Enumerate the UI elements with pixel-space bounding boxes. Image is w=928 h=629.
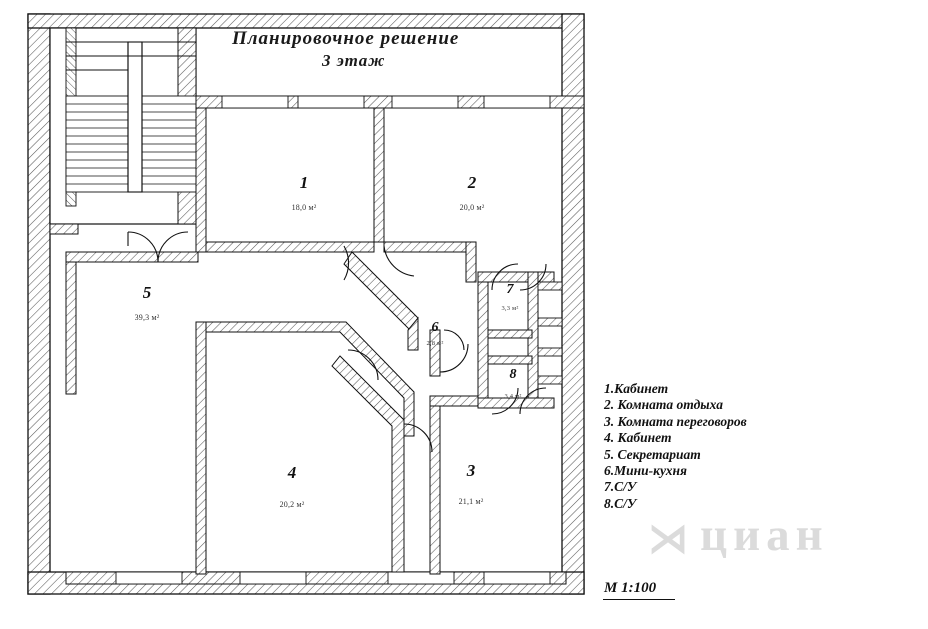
room-number-4: 4 — [287, 463, 297, 482]
room-area-7: 3,3 м² — [501, 305, 519, 312]
legend-item-4: 4. Кабинет — [604, 430, 672, 446]
watermark — [648, 508, 829, 562]
legend-item-8: 8.С/У — [604, 495, 637, 511]
scale-underline — [603, 599, 675, 600]
room-number-6: 6 — [431, 320, 439, 335]
room-number-7: 7 — [506, 282, 514, 297]
room-area-2: 20,0 м² — [459, 203, 485, 212]
page-title-line1: Планировочное решение — [232, 28, 460, 49]
page-title-line2: 3 этаж — [322, 51, 386, 70]
room-number-8: 8 — [509, 367, 517, 382]
watermark-mark-icon: ⋊ — [648, 516, 694, 561]
scale-label: М 1:100 — [604, 580, 657, 596]
room-area-8: 3,4 м² — [504, 393, 522, 400]
legend-item-5: 5. Секретариат — [604, 446, 701, 462]
legend-item-6: 6.Мини-кухня — [604, 463, 687, 479]
room-number-5: 5 — [142, 283, 152, 302]
room-number-3: 3 — [466, 461, 476, 480]
legend-item-7: 7.С/У — [604, 479, 637, 495]
room-number-2: 2 — [467, 173, 477, 192]
room-area-3: 21,1 м² — [458, 497, 484, 506]
room-area-4: 20,2 м² — [279, 500, 305, 509]
room-area-5: 39,3 м² — [134, 313, 160, 322]
stairwell — [50, 28, 196, 224]
legend-item-3: 3. Комната переговоров — [604, 413, 747, 429]
legend — [604, 381, 834, 512]
room-area-6: 2,8 м² — [426, 340, 444, 347]
legend-item-1: 1.Кабинет — [604, 381, 669, 396]
watermark-text: циан — [700, 509, 829, 561]
room-number-1: 1 — [299, 173, 309, 192]
room-area-1: 18,0 м² — [291, 203, 317, 212]
legend-item-2: 2. Комната отдыха — [604, 397, 723, 413]
